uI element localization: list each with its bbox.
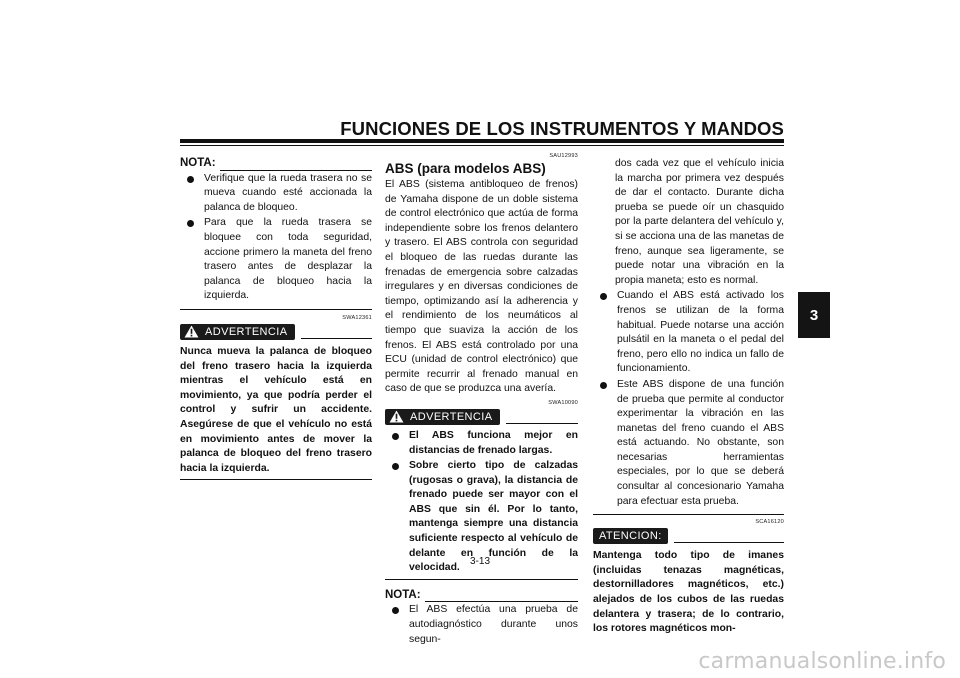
column-right — [593, 156, 784, 637]
note-header — [180, 156, 372, 171]
caution-text: Mantenga todo tipo de imanes (incluidas tenazas magnéticas, destornilladores magnéticos, etc.) alejados de los cubos de las ruedas delantera y trasera; de lo contrario, los rotores magnéticos mon- — [593, 550, 784, 635]
warning-header — [180, 324, 372, 340]
header-rule-thin — [180, 145, 784, 146]
list-item: Para que la rueda trasera se bloquee con toda seguridad, accione primero la maneta del freno trasero antes de desplazar la palanca de bloqueo hacia la izquierda. — [184, 216, 372, 304]
list-item: El ABS efectúa una prueba de autodiagnóstico durante unos segun- — [389, 603, 578, 647]
caution-header — [593, 528, 784, 544]
column-middle — [385, 153, 578, 647]
bullet-icon — [392, 433, 399, 440]
warning-header — [385, 409, 578, 425]
bullet-icon — [392, 463, 399, 470]
section-code: SAU12993 — [549, 153, 578, 159]
bullet-icon — [187, 220, 194, 227]
column-left — [180, 156, 372, 480]
list-item: Verifique que la rueda trasera no se mueva cuando esté accionada la palanca de bloqueo. — [184, 172, 372, 216]
warning-badge — [180, 324, 295, 340]
note-list — [597, 289, 784, 509]
watermark: carmanualsonline.info — [698, 648, 946, 674]
warning-code: SWA12361 — [342, 314, 372, 321]
warning-badge — [385, 409, 500, 425]
continued-paragraph: dos cada vez que el vehículo inicia la marcha por primera vez después de dar el contacto. Durante dicha prueba se puede oír un chasquido por la parte delantera del vehículo y, si se acciona una de las manetas de freno, aunque sea ligeramente, se puede notar una vibración en la propia maneta; esto es normal. — [615, 158, 784, 286]
warning-code: SWA10090 — [548, 399, 578, 406]
header-rule — [180, 139, 784, 143]
caution-code: SCA16120 — [755, 519, 784, 526]
warning-rule — [301, 338, 372, 339]
section-paragraph: El ABS (sistema antibloqueo de frenos) de Yamaha dispone de un doble sistema de control electrónico que actúa de forma independiente sobre los frenos delantero y trasero. El ABS controla con seguridad el bloqueo de las ruedas durante las frenadas de emergencia sobre calzadas irregulares y en diversas condiciones de tiempo, optimizando así la adherencia y el rendimiento de los neumáticos al tiempo que suaviza la acción de los frenos. El ABS está controlado por una ECU (unidad de control electrónico) que permite recurrir al frenado manual en caso de que se produzca una avería. — [385, 179, 578, 395]
warning-rule — [506, 423, 578, 424]
warning-triangle-icon — [184, 325, 199, 338]
warning-end-rule — [385, 579, 578, 580]
note-label: NOTA: — [180, 157, 216, 169]
bullet-icon — [392, 607, 399, 614]
note-end-rule — [593, 514, 784, 515]
list-item: Cuando el ABS está activado los frenos se utilizan de la forma habitual. Puede notarse una acción pulsátil en la maneta o el pedal del freno, pero ello no indica un fallo de funcionamiento. — [597, 289, 784, 377]
section-heading: ABS (para modelos ABS) — [385, 161, 546, 176]
note-label: NOTA: — [385, 588, 421, 601]
caution-rule — [674, 542, 784, 543]
list-item: Sobre cierto tipo de calzadas (rugosas o grava), la distancia de frenado puede ser mayor con el ABS que sin él. Por lo tanto, mantenga siempre una distancia suficiente respecto al vehículo de delante en función de la velocidad. — [389, 459, 578, 576]
bullet-icon — [187, 176, 194, 183]
warning-triangle-icon — [389, 410, 404, 423]
warning-label: ADVERTENCIA — [205, 325, 288, 338]
note-list — [184, 172, 372, 304]
note-list — [389, 603, 578, 647]
warning-text: Nunca mueva la palanca de bloqueo del freno trasero hacia la izquierda mientras el vehículo está en movimiento, ya que podría perder el control y sufrir un accidente. Asegúrese de que el vehículo no está en movimiento antes de mover la palanca de bloqueo del freno trasero hacia la izquierda. — [180, 345, 372, 474]
note-rule — [425, 592, 578, 602]
bullet-icon — [600, 382, 607, 389]
warning-end-rule — [180, 479, 372, 480]
note-rule — [220, 161, 372, 171]
page-title: FUNCIONES DE LOS INSTRUMENTOS Y MANDOS — [340, 118, 784, 139]
warning-label: ADVERTENCIA — [410, 410, 493, 423]
caution-badge: ATENCION: — [593, 528, 668, 544]
note-header — [385, 588, 578, 603]
bullet-icon — [600, 293, 607, 300]
chapter-tab[interactable]: 3 — [798, 292, 830, 338]
warning-list — [389, 429, 578, 576]
list-item: El ABS funciona mejor en distancias de frenado largas. — [389, 429, 578, 458]
list-item: Este ABS dispone de una función de prueba que permite al conductor experimentar la vibración en las manetas del freno cuando el ABS está actuando. No obstante, son necesarias herramientas especiales, por lo que se deberá consultar al concesionario Yamaha para efectuar esta prueba. — [597, 378, 784, 509]
page-number: 3-13 — [469, 556, 490, 567]
note-end-rule — [180, 309, 372, 310]
